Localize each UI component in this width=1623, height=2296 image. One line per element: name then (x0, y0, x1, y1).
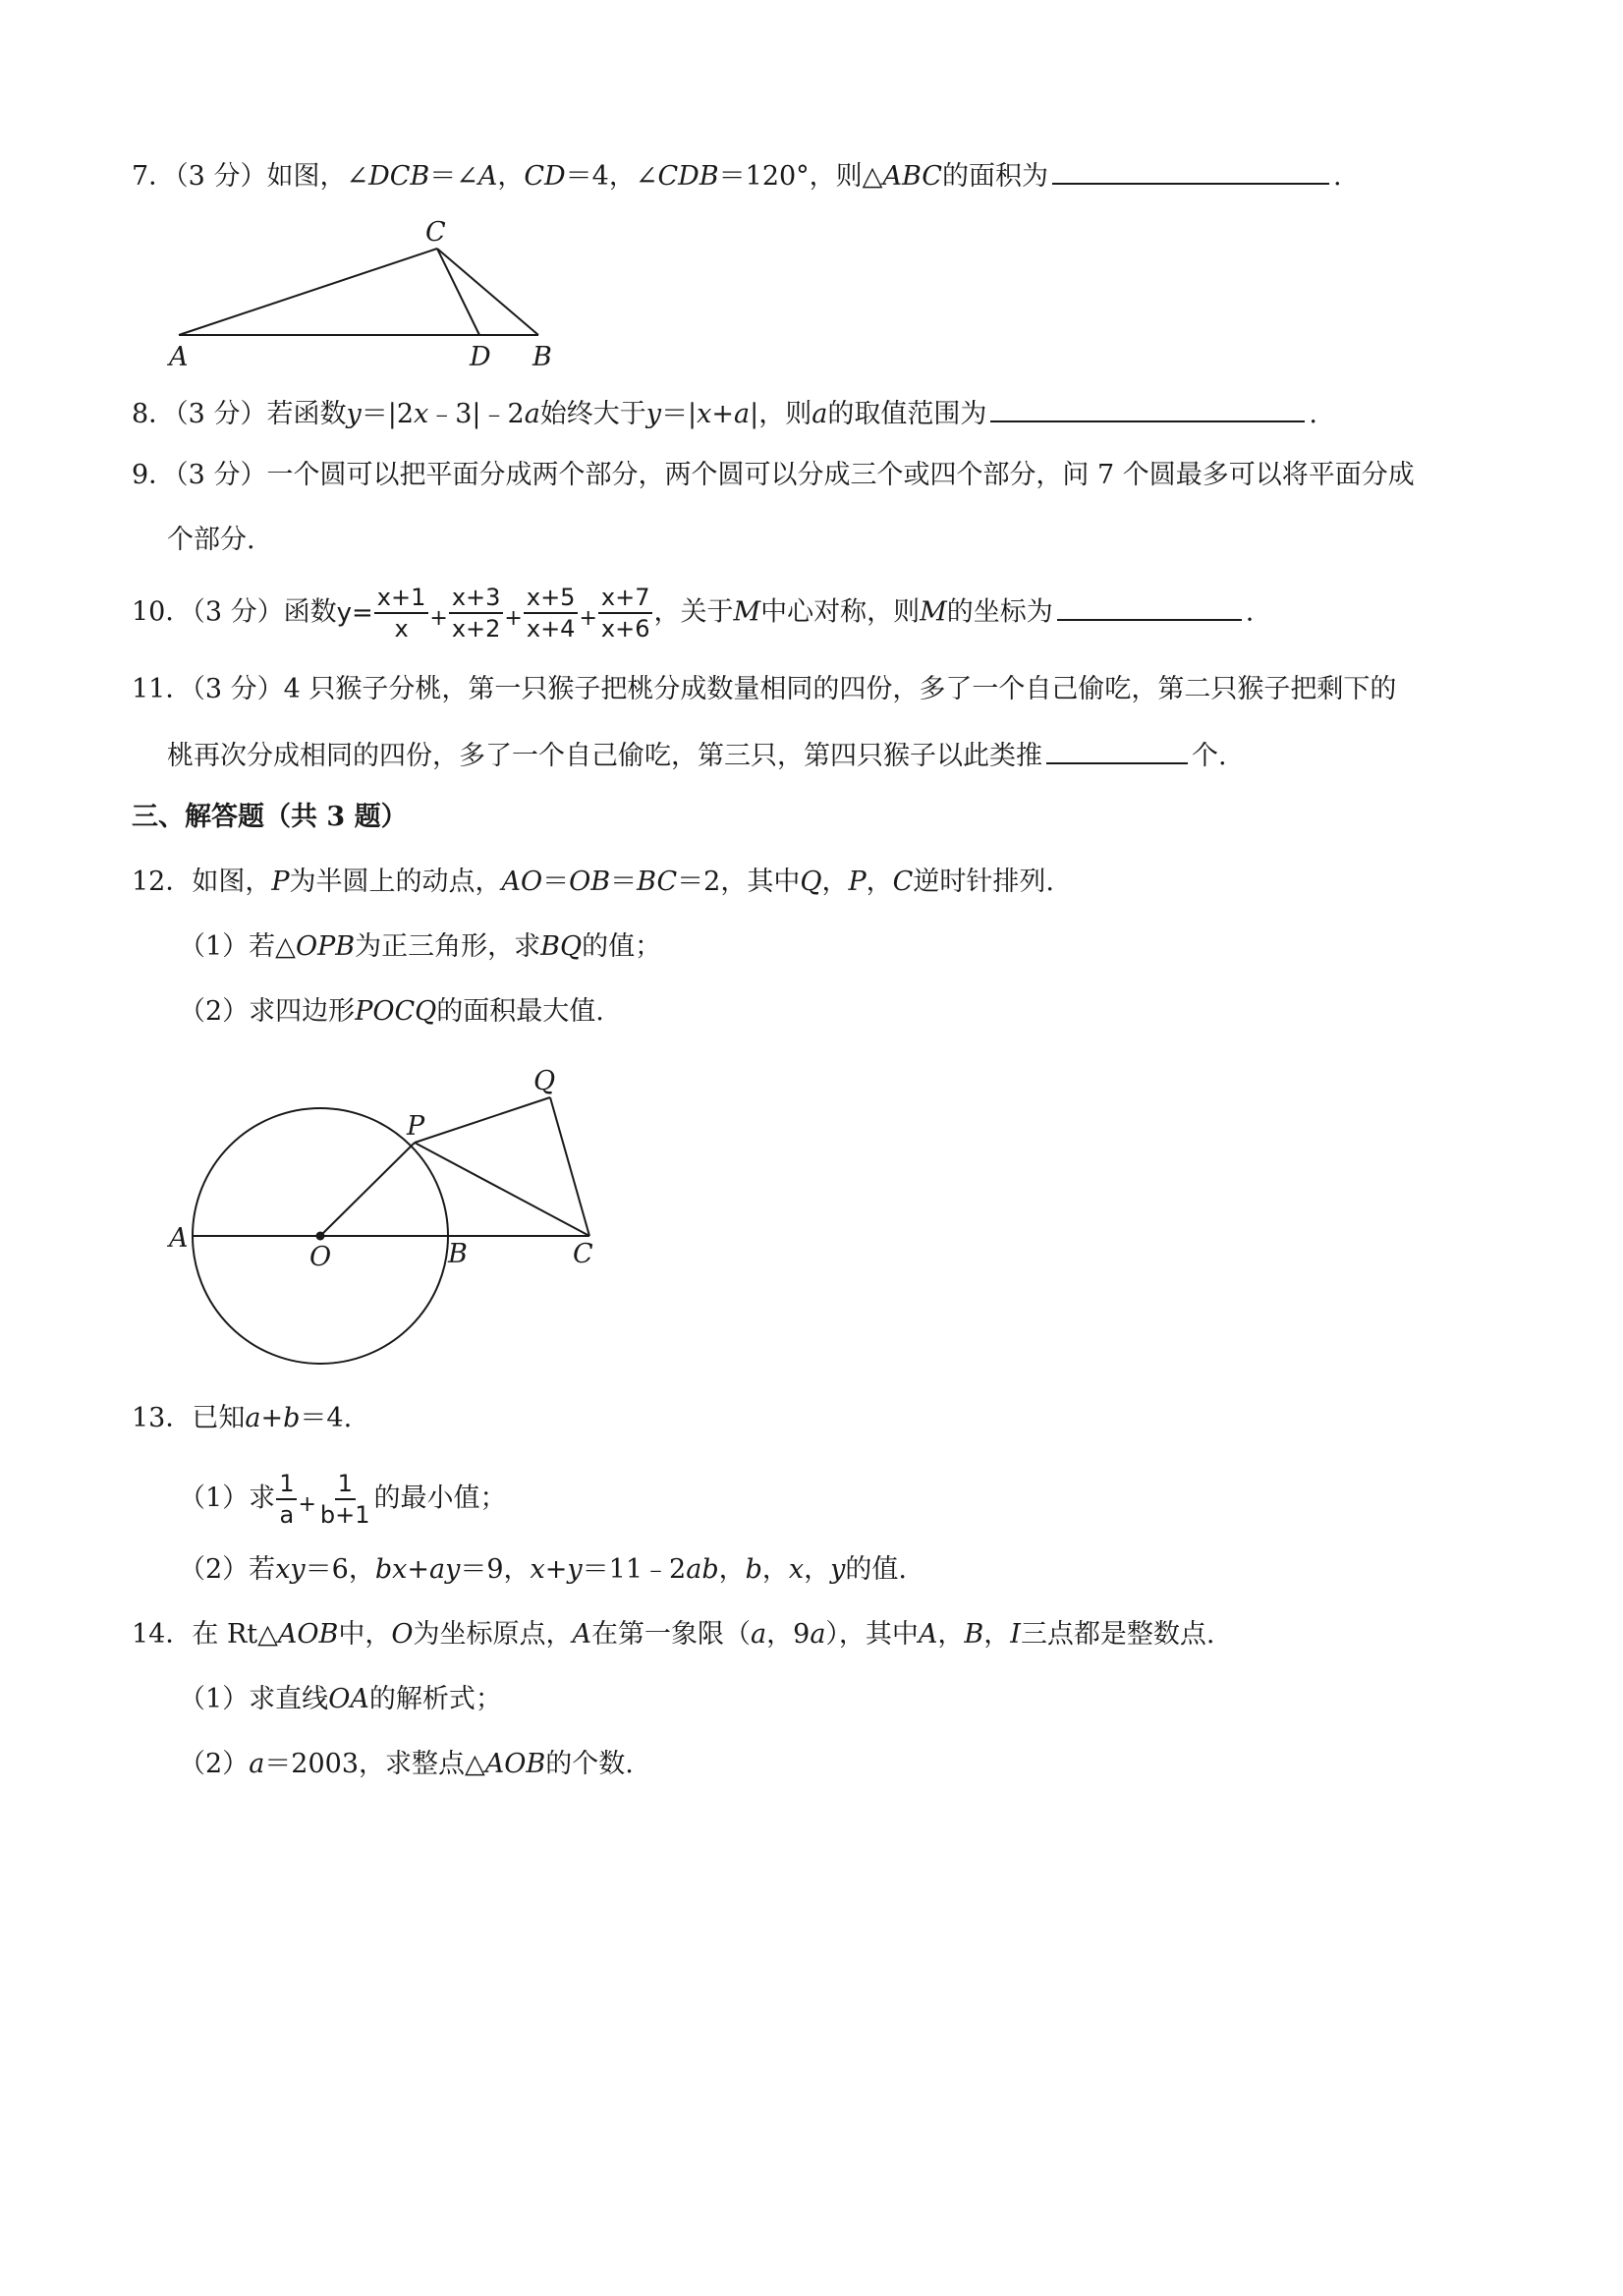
question-13: 13．已知a+b＝4. (132, 1403, 353, 1433)
label-b: B (532, 342, 552, 372)
question-12-part-1: （1）若△OPB为正三角形，求BQ的值； (179, 931, 662, 962)
answer-blank (1052, 155, 1329, 185)
label-a: A (169, 342, 189, 372)
segment-pc (415, 1143, 589, 1236)
question-12: 12．如图，P为半圆上的动点，AO＝OB＝BC＝2，其中Q，P，C逆时针排列. (132, 867, 1054, 897)
answer-blank (1057, 591, 1242, 621)
label-c: C (573, 1239, 593, 1269)
question-13-part-2: （2）若xy＝6，bx+ay＝9，x+y＝11﹣2ab，b，x，y的值. (179, 1554, 907, 1585)
circle-figure (157, 1056, 609, 1371)
segment-ac (179, 249, 437, 335)
section-heading: 三、解答题（共 3 题） (132, 802, 408, 832)
question-9-line-2: 个部分. (167, 525, 255, 555)
fraction-4: $\frac{x+7}{x+6}$ (598, 584, 653, 643)
fraction-3: $\frac{x+5}{x+4}$ (524, 584, 579, 643)
label-o: O (309, 1242, 332, 1272)
question-14-part-2: （2）a＝2003，求整点△AOB的个数. (179, 1749, 634, 1779)
triangle-figure (157, 211, 589, 378)
segment-cd (437, 249, 479, 335)
label-a: A (169, 1223, 189, 1254)
question-8: 8．（3 分）若函数y＝|2x﹣3|﹣2a始终大于y＝|x+a|，则a的取值范围为 . (132, 393, 1317, 434)
fraction-1-over-b-plus-1: $\frac{1}{b+1}$ (319, 1470, 370, 1529)
question-14-part-1: （1）求直线OA的解析式； (179, 1684, 502, 1714)
fraction-1: $\frac{x+1}{x}$ (374, 584, 429, 643)
question-9-line-1: 9．（3 分）一个圆可以把平面分成两个部分，两个圆可以分成三个或四个部分，问 7 个圆最多可以将平面分成 (132, 460, 1415, 490)
fraction-1-over-a: $\frac{1}{a}$ (276, 1470, 297, 1529)
segment-op (320, 1143, 415, 1236)
question-11-line-2: 桃再次分成相同的四份，多了一个自己偷吃，第三只，第四只猴子以此类推 个. (167, 735, 1227, 776)
segment-cb (437, 249, 538, 335)
question-12-part-2: （2）求四边形POCQ的面积最大值. (179, 996, 604, 1027)
segment-qc (550, 1097, 589, 1236)
question-11-line-1: 11．（3 分）4 只猴子分桃，第一只猴子把桃分成数量相同的四份，多了一个自己偷吃，第二只猴子把剩下的 (132, 674, 1397, 704)
label-c: C (425, 217, 446, 248)
label-d: D (470, 342, 491, 372)
question-7: 7．（3 分）如图，∠DCB＝∠A，CD＝4，∠CDB＝120°，则△ABC的面积为 . (132, 155, 1342, 196)
answer-blank (990, 393, 1305, 422)
label-q: Q (533, 1066, 556, 1096)
question-10: 10．（3 分）函数y= $\frac{x+1}{x}$ $_+$ $\frac{x+3}{x+2}$ $_+$ $\frac{x+5}{x+4}$ $_+$ $\frac{x+7}{x+6}$ ，关于M中心对称，则M的坐标为 . (132, 584, 1255, 643)
segment-pq (415, 1097, 550, 1143)
label-b: B (448, 1239, 468, 1269)
fraction-2: $\frac{x+3}{x+2}$ (449, 584, 504, 643)
answer-blank (1046, 735, 1188, 764)
label-p: P (407, 1111, 425, 1142)
center-point (316, 1232, 325, 1241)
question-13-part-1: （1）求 $\frac{1}{a}$ $_+$ $\frac{1}{b+1}$ 的最小值； (179, 1470, 507, 1529)
question-14: 14．在 Rt△AOB中，O为坐标原点，A在第一象限（a，9a），其中A，B，I三点都是整数点. (132, 1619, 1215, 1650)
